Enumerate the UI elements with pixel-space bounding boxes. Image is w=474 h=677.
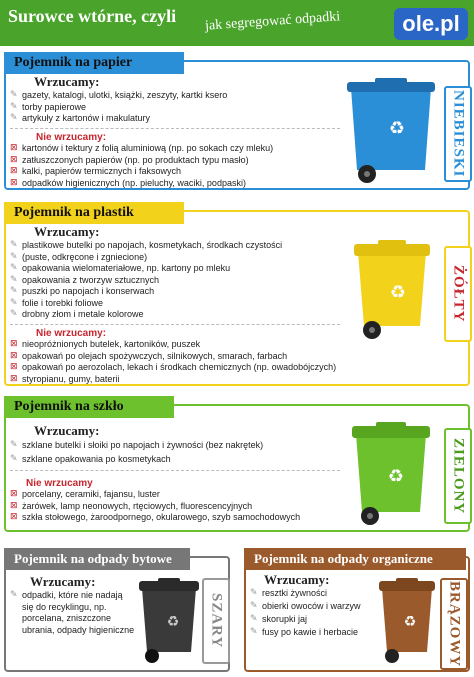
- list-item: ✎ plastikowe butelki po napojach, kosmetykach, środkach czystości: [10, 240, 340, 252]
- organic-wrzucamy-heading: Wrzucamy:: [264, 572, 330, 587]
- mixed-accepted-list: [10, 590, 135, 636]
- glass-rejected-list: [10, 489, 350, 524]
- site-logo[interactable]: ole.pl: [394, 8, 468, 40]
- color-label-text: NIEBIESKI: [450, 90, 467, 178]
- page-title: Surowce wtórne, czyli: [8, 6, 177, 26]
- organic-color-label: [440, 578, 468, 670]
- plastic-nie-heading: Nie wrzucamy:: [36, 328, 107, 339]
- organic-tab: Pojemnik na odpady organiczne: [244, 548, 466, 570]
- glass-nie-heading: Nie wrzucamy: [26, 478, 93, 489]
- list-item: ✎ torby papierowe: [10, 102, 340, 114]
- plastic-accepted-list: [10, 240, 340, 321]
- list-item: ✎ puszki po napojach i konserwach: [10, 286, 340, 298]
- list-item: ✎ drobny złom i metale kolorowe: [10, 309, 340, 321]
- organic-accepted-list: [250, 587, 380, 639]
- plastic-rejected-list: [10, 339, 360, 385]
- list-item: ⊠ styropianu, gumy, baterii: [10, 374, 360, 386]
- green-bin-icon: [350, 422, 432, 526]
- header-banner: [0, 0, 474, 46]
- divider: [10, 470, 340, 471]
- list-item: ✎ folie i torebki foliowe: [10, 298, 340, 310]
- gray-bin-icon: [138, 578, 200, 664]
- list-item: ✎ resztki żywności: [250, 587, 380, 600]
- list-item: ✎ skorupki jaj: [250, 613, 380, 626]
- list-item: ✎ artykuły z kartonów i makulatury: [10, 113, 340, 125]
- list-item: ⊠ kalki, papierów termicznych i faksowych: [10, 166, 350, 178]
- mixed-wrzucamy-heading: Wrzucamy:: [30, 574, 96, 589]
- mixed-tab: Pojemnik na odpady bytowe: [4, 548, 190, 570]
- paper-tab: Pojemnik na papier: [4, 52, 184, 74]
- color-label-text: SZARY: [208, 593, 225, 649]
- paper-rejected-list: [10, 143, 350, 189]
- plastic-tab: Pojemnik na plastik: [4, 202, 184, 224]
- list-item: ✎ (puste, odkręcone i zgniecione): [10, 252, 340, 264]
- list-item: ⊠ żarówek, lamp neonowych, rtęciowych, fluorescencyjnych: [10, 501, 350, 513]
- blue-bin-icon: [345, 78, 437, 184]
- list-item: ✎ gazety, katalogi, ulotki, książki, zeszyty, kartki ksero: [10, 90, 340, 102]
- page-subtitle: jak segregować odpadki: [204, 9, 341, 34]
- paper-nie-heading: Nie wrzucamy:: [36, 132, 107, 143]
- list-item: ✎ fusy po kawie i herbacie: [250, 626, 380, 639]
- list-item: ⊠ kartonów i tektury z folią aluminiową (np. po sokach czy mleku): [10, 143, 350, 155]
- glass-tab: Pojemnik na szkło: [4, 396, 174, 418]
- list-item: ⊠ nieopróżnionych butelek, kartoników, puszek: [10, 339, 360, 351]
- paper-accepted-list: [10, 90, 340, 125]
- paper-color-label: [444, 86, 472, 182]
- brown-bin-icon: [378, 578, 436, 664]
- svg-text:♻: ♻: [166, 614, 180, 630]
- svg-text:♻: ♻: [403, 614, 417, 630]
- glass-accepted-list: [10, 440, 340, 465]
- divider: [10, 128, 340, 129]
- list-item: ✎ obierki owoców i warzyw: [250, 600, 380, 613]
- list-item: ⊠ zatłuszczonych papierów (np. po produktach typu masło): [10, 155, 350, 167]
- glass-wrzucamy-heading: Wrzucamy:: [34, 423, 100, 438]
- list-item: ✎ opakowania wielomateriałowe, np. kartony po mleku: [10, 263, 340, 275]
- color-label-text: BRĄZOWY: [446, 580, 463, 668]
- list-item: ⊠ szkła stołowego, żaroodpornego, okularowego, szyb samochodowych: [10, 512, 350, 524]
- glass-color-label: [444, 428, 472, 524]
- list-item: ⊠ odpadków higienicznych (np. pieluchy, waciki, podpaski): [10, 178, 350, 190]
- yellow-bin-icon: [352, 240, 432, 340]
- svg-text:♻: ♻: [387, 466, 405, 487]
- color-label-text: ŻÓŁTY: [450, 265, 467, 323]
- svg-text:♻: ♻: [389, 282, 407, 303]
- list-item: ✎ odpadki, które nie nadają się do recyklingu, np. porcelana, zniszczone ubrania, odpady higieniczne: [10, 590, 135, 636]
- list-item: ✎ szklane butelki i słoiki po napojach i żywności (bez nakrętek): [10, 440, 340, 452]
- list-item: ✎ szklane opakowania po kosmetykach: [10, 454, 340, 466]
- plastic-color-label: [444, 246, 472, 342]
- paper-wrzucamy-heading: Wrzucamy:: [34, 74, 100, 89]
- list-item: ⊠ porcelany, ceramiki, fajansu, luster: [10, 489, 350, 501]
- divider: [10, 324, 340, 325]
- list-item: ✎ opakowania z tworzyw sztucznych: [10, 275, 340, 287]
- svg-text:♻: ♻: [388, 118, 406, 139]
- list-item: ⊠ opakowań po aerozolach, lekach i środkach chemicznych (np. owadobójczych): [10, 362, 360, 374]
- color-label-text: ZIELONY: [450, 437, 467, 515]
- mixed-color-label: [202, 578, 230, 664]
- plastic-wrzucamy-heading: Wrzucamy:: [34, 224, 100, 239]
- list-item: ⊠ opakowań po olejach spożywczych, silnikowych, smarach, farbach: [10, 351, 360, 363]
